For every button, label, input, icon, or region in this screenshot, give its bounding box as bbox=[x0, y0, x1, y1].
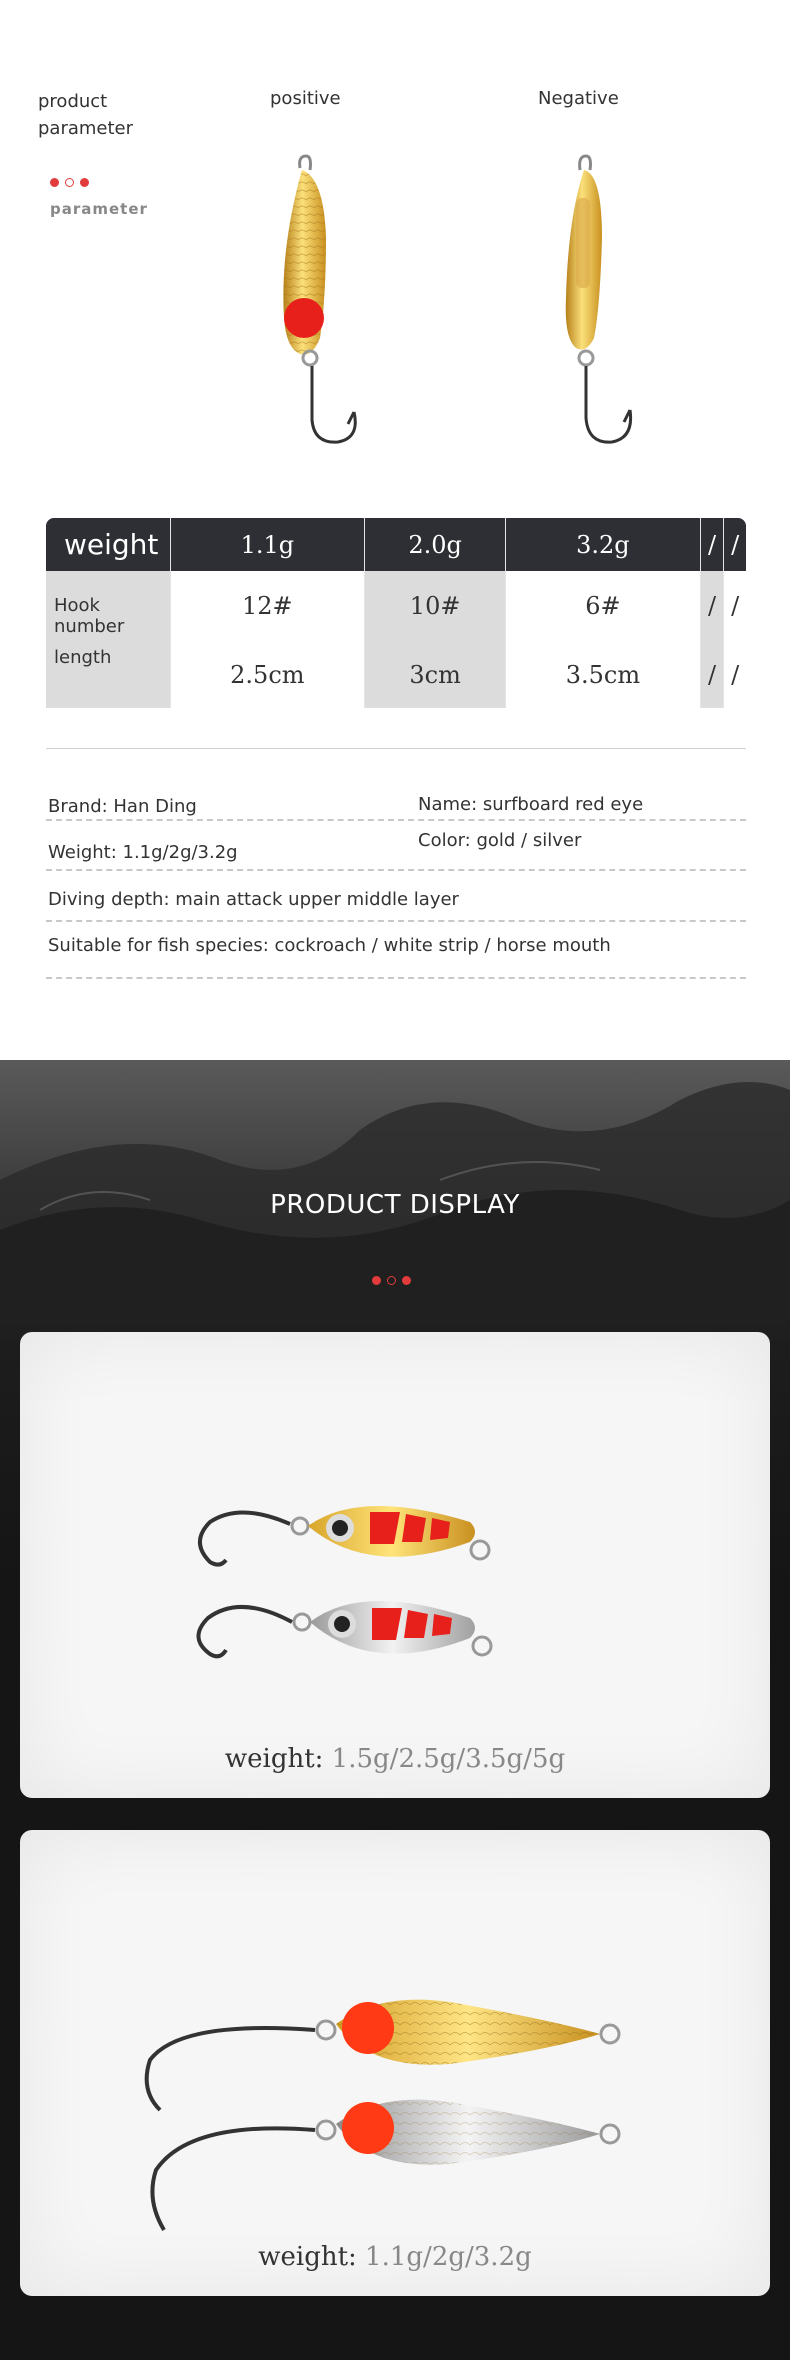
info-diving-depth: Diving depth: main attack upper middle layer bbox=[48, 889, 459, 910]
table-cell: / bbox=[700, 641, 723, 708]
product-card-2 bbox=[20, 1830, 770, 2296]
dot-filled bbox=[402, 1276, 411, 1285]
table-cell: 3.5cm bbox=[506, 641, 701, 708]
table-cell: / bbox=[724, 518, 746, 571]
table-cell: / bbox=[731, 592, 740, 620]
info-name: Name: surfboard red eye bbox=[418, 794, 644, 815]
dot-filled bbox=[80, 178, 89, 187]
card-1-weight-value: 1.5g/2.5g/3.5g/5g bbox=[323, 1744, 566, 1774]
display-dots bbox=[372, 1270, 417, 1289]
positive-lure-image bbox=[250, 148, 390, 458]
product-display-section bbox=[0, 1060, 790, 2360]
dot-hollow bbox=[65, 178, 74, 187]
dot-hollow bbox=[387, 1276, 396, 1285]
info-weight: Weight: 1.1g/2g/3.2g bbox=[48, 842, 238, 863]
table-cell: 1.1g bbox=[170, 518, 365, 571]
display-title: PRODUCT DISPLAY bbox=[270, 1190, 520, 1220]
table-cell: 2.5cm bbox=[170, 641, 365, 708]
table-cell: / bbox=[731, 660, 740, 689]
product-card-1 bbox=[20, 1332, 770, 1798]
info-fish-species: Suitable for fish species: cockroach / white strip / horse mouth bbox=[48, 935, 611, 956]
info-brand: Brand: Han Ding bbox=[48, 796, 197, 817]
card-2-weight-label: weight: bbox=[258, 2242, 357, 2272]
info-color: Color: gold / silver bbox=[418, 830, 582, 851]
card-2-weight-value: 1.1g/2g/3.2g bbox=[356, 2242, 532, 2272]
table-cell: 3cm bbox=[365, 641, 506, 708]
table-cell: 3.2g bbox=[506, 518, 701, 571]
card-1-caption bbox=[20, 1744, 770, 1774]
dashed-divider bbox=[46, 977, 746, 979]
table-row-label: Hook number bbox=[46, 571, 170, 641]
card-1-weight-label: weight: bbox=[224, 1744, 324, 1774]
negative-label: Negative bbox=[538, 88, 619, 109]
table-cell: 2.0g bbox=[365, 518, 506, 571]
dashed-divider bbox=[46, 819, 746, 821]
table-row-label: length bbox=[46, 641, 170, 708]
table-row bbox=[46, 571, 746, 641]
negative-lure-image bbox=[540, 148, 660, 458]
card-2-caption bbox=[20, 2242, 770, 2272]
lure-pair-image-1 bbox=[180, 1482, 600, 1712]
table-header-weight: weight bbox=[46, 518, 170, 571]
section-divider bbox=[46, 748, 746, 749]
table-cell: / bbox=[700, 571, 723, 641]
table-cell: / bbox=[700, 518, 723, 571]
positive-label: positive bbox=[270, 88, 341, 109]
dot-filled bbox=[50, 178, 59, 187]
table-header-row bbox=[46, 518, 746, 571]
table-cell: 12# bbox=[170, 571, 365, 641]
lure-pair-image-2 bbox=[120, 1980, 660, 2240]
table-cell: 6# bbox=[506, 571, 701, 641]
dashed-divider bbox=[46, 920, 746, 922]
parameter-table bbox=[46, 518, 746, 708]
table-row bbox=[46, 641, 746, 708]
dashed-divider bbox=[46, 869, 746, 871]
table-cell: 10# bbox=[365, 571, 506, 641]
dot-filled bbox=[372, 1276, 381, 1285]
product-parameter-heading: product parameter bbox=[38, 91, 134, 139]
parameter-tag: parameter bbox=[50, 200, 148, 218]
parameter-dots bbox=[50, 172, 95, 191]
